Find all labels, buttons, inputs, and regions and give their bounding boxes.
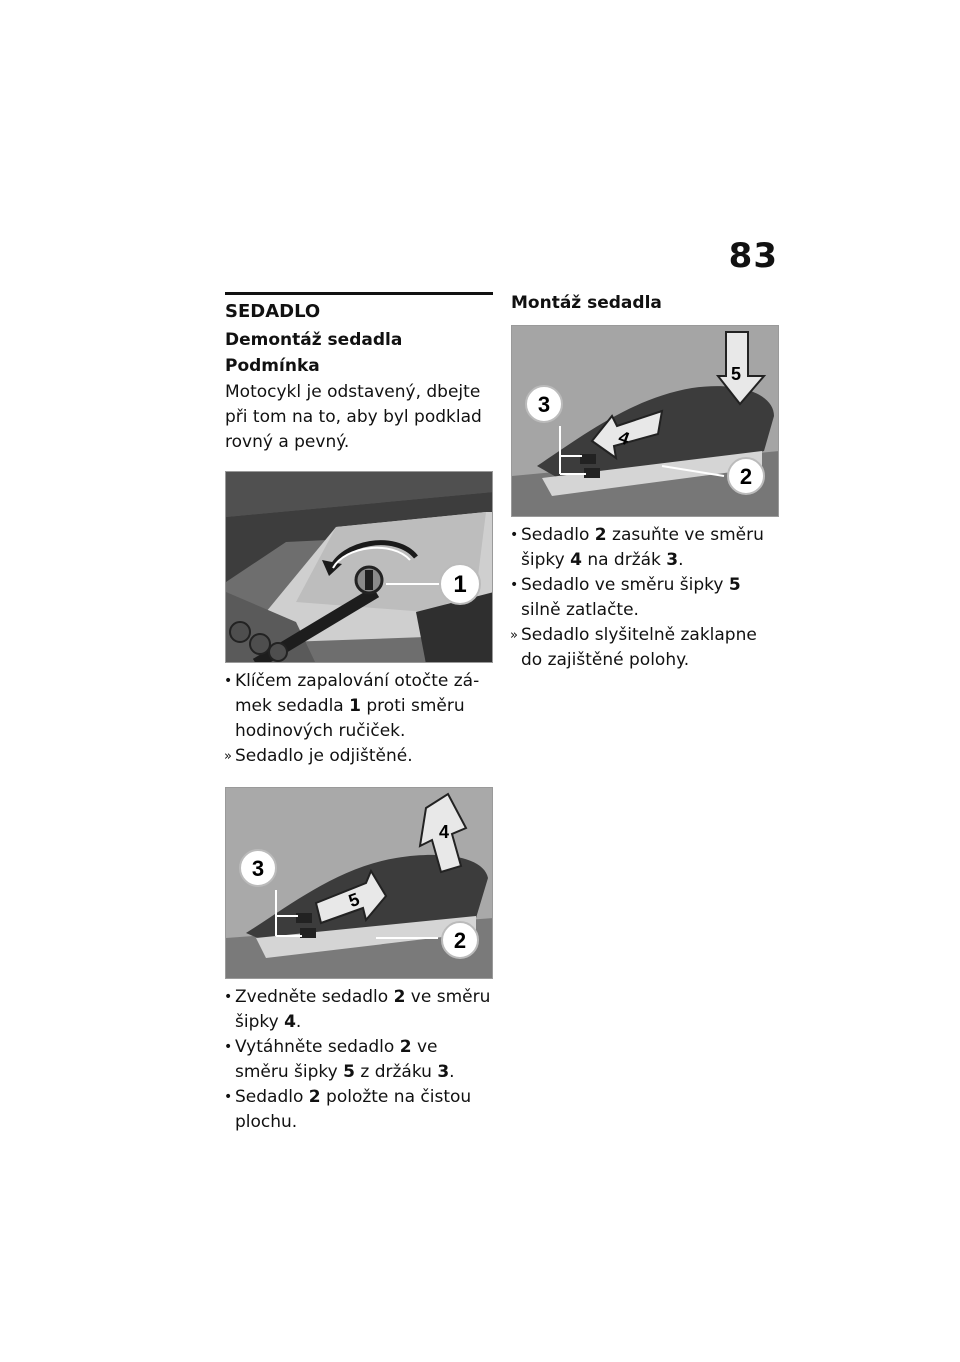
callout-3: 3 xyxy=(251,856,265,881)
list-item: • Sedadlo 2 zasuňte ve směru šipky 4 na držák 3. xyxy=(510,525,764,570)
bullet-marker: • xyxy=(510,527,519,543)
callout-5: 5 xyxy=(345,888,363,912)
subsection-title-removal: Demontáž sedadla xyxy=(225,330,403,350)
figure-seat-lock xyxy=(225,471,493,663)
bullet-marker: • xyxy=(224,1089,233,1105)
list-item: • Zvedněte sedadlo 2 ve směru šipky 4. xyxy=(224,987,491,1032)
figure-seat-removal xyxy=(225,787,493,979)
list-item-result: » Sedadlo slyšitelně zaklapne do zajištěné polohy. xyxy=(510,625,757,670)
bullet-marker: • xyxy=(510,577,519,593)
result-marker: » xyxy=(510,628,518,643)
section-title: SEDADLO xyxy=(225,301,321,322)
list-item: • Vytáhněte sedadlo 2 ve směru šipky 5 z držáku 3. xyxy=(224,1037,455,1082)
page-number: 83 xyxy=(728,236,778,276)
right-column xyxy=(511,292,779,673)
removal-steps-a xyxy=(225,669,493,769)
callout-3: 3 xyxy=(537,392,551,417)
list-item: • Sedadlo 2 položte na čistou plochu. xyxy=(224,1087,472,1132)
result-marker: » xyxy=(224,749,232,764)
figure3-callouts xyxy=(512,326,779,517)
figure1-callouts xyxy=(226,472,493,663)
callout-2: 2 xyxy=(739,464,753,489)
subsection-title-installation: Montáž sedadla xyxy=(511,293,662,313)
condition-text: Motocykl je odstavený, dbejte při tom na to, aby byl podklad rovný a pevný. xyxy=(225,382,482,452)
callout-5: 5 xyxy=(730,364,742,384)
removal-steps-b xyxy=(225,985,493,1135)
list-item-result: » Sedadlo je odjištěné. xyxy=(225,744,493,769)
bullet-marker: • xyxy=(224,989,233,1005)
list-item: • Sedadlo ve směru šipky 5 silně zatlačte. xyxy=(510,575,741,620)
figure-seat-installation xyxy=(511,325,779,517)
section-rule xyxy=(225,292,493,295)
callout-4: 4 xyxy=(438,822,450,842)
list-item: • Klíčem zapalování otočte zá-mek sedadla 1 proti směru hodinových ručiček. xyxy=(224,671,480,741)
callout-4: 4 xyxy=(615,426,633,450)
condition-heading: Podmínka xyxy=(225,356,320,376)
figure2-callouts xyxy=(226,788,493,979)
callout-1: 1 xyxy=(453,571,467,598)
bullet-marker: • xyxy=(224,673,233,689)
callout-2: 2 xyxy=(453,928,467,953)
bullet-marker: • xyxy=(224,1039,233,1055)
installation-steps xyxy=(511,523,779,673)
left-column xyxy=(225,292,493,1135)
